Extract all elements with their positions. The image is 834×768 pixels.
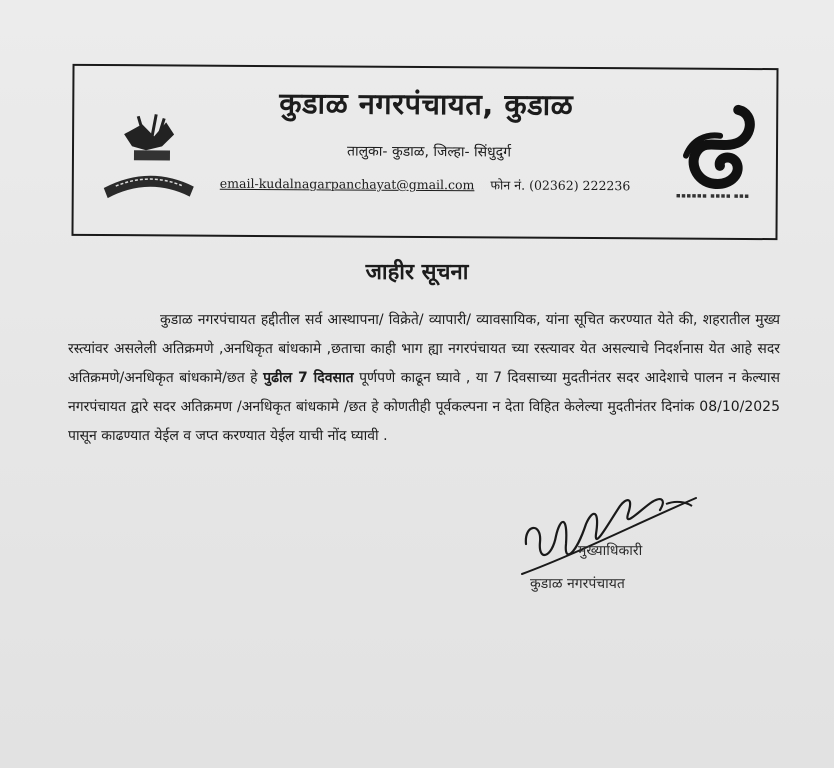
- notice-body: [68, 306, 780, 451]
- signatory-org: कुडाळ नगरपंचायत: [530, 576, 625, 592]
- org-title: कुडाळ नगरपंचायत, कुडाळ: [279, 86, 574, 122]
- logo-caption: ▪▪▪▪▪▪ ▪▪▪▪ ▪▪▪: [675, 191, 750, 200]
- notice-body-part1: कुडाळ नगरपंचायत हद्दीतील सर्व आस्थापना/ विक्रेते/ व्यापारी/ व्यावसायिक, यांना सूचित करण्यात येते की, शहरातील मुख्य रस्त्यांवर असलेली अतिक्रमणे ,अनधिकृत बांधकामे ,छताचा काही भाग ह्या नगरपंचायत च्या रस्त्यावर येत असल्याचे निदर्शनास येत आहे सदर अतिक्रमणे/अनधिकृत बांधकामे/छत हे: [68, 312, 780, 386]
- phone-text: फोन नं. (02362) 222236: [490, 177, 631, 194]
- signature-mark: [516, 484, 706, 584]
- org-address: तालुका- कुडाळ, जिल्हा- सिंधुदुर्ग: [346, 143, 512, 161]
- notice-title: जाहीर सूचना: [365, 260, 469, 285]
- notice-deadline: पुढील 7 दिवसात: [263, 370, 354, 386]
- signatory-title: मुख्याधिकारी: [578, 543, 643, 559]
- municipal-emblem-icon: [94, 106, 205, 207]
- email-text: email-kudalnagarpanchayat@gmail.com: [219, 175, 475, 193]
- notice-body-part2: पूर्णपणे काढून घ्यावे , या 7 दिवसाच्या मुदतीनंतर सदर आदेशाचे पालन न केल्यास नगरपंचायत द्वारे सदर अतिक्रमण /अनधिकृत बांधकामे /छत हे कोणतीही पूर्वकल्पना न देता विहित केलेल्या मुदतीनंतर दिनांक 08/10/2025 पासून काढण्यात येईल व जप्त करण्यात येईल याची नोंद घ्यावी .: [68, 370, 780, 444]
- contact-line: [220, 175, 680, 195]
- letterhead: [71, 64, 778, 240]
